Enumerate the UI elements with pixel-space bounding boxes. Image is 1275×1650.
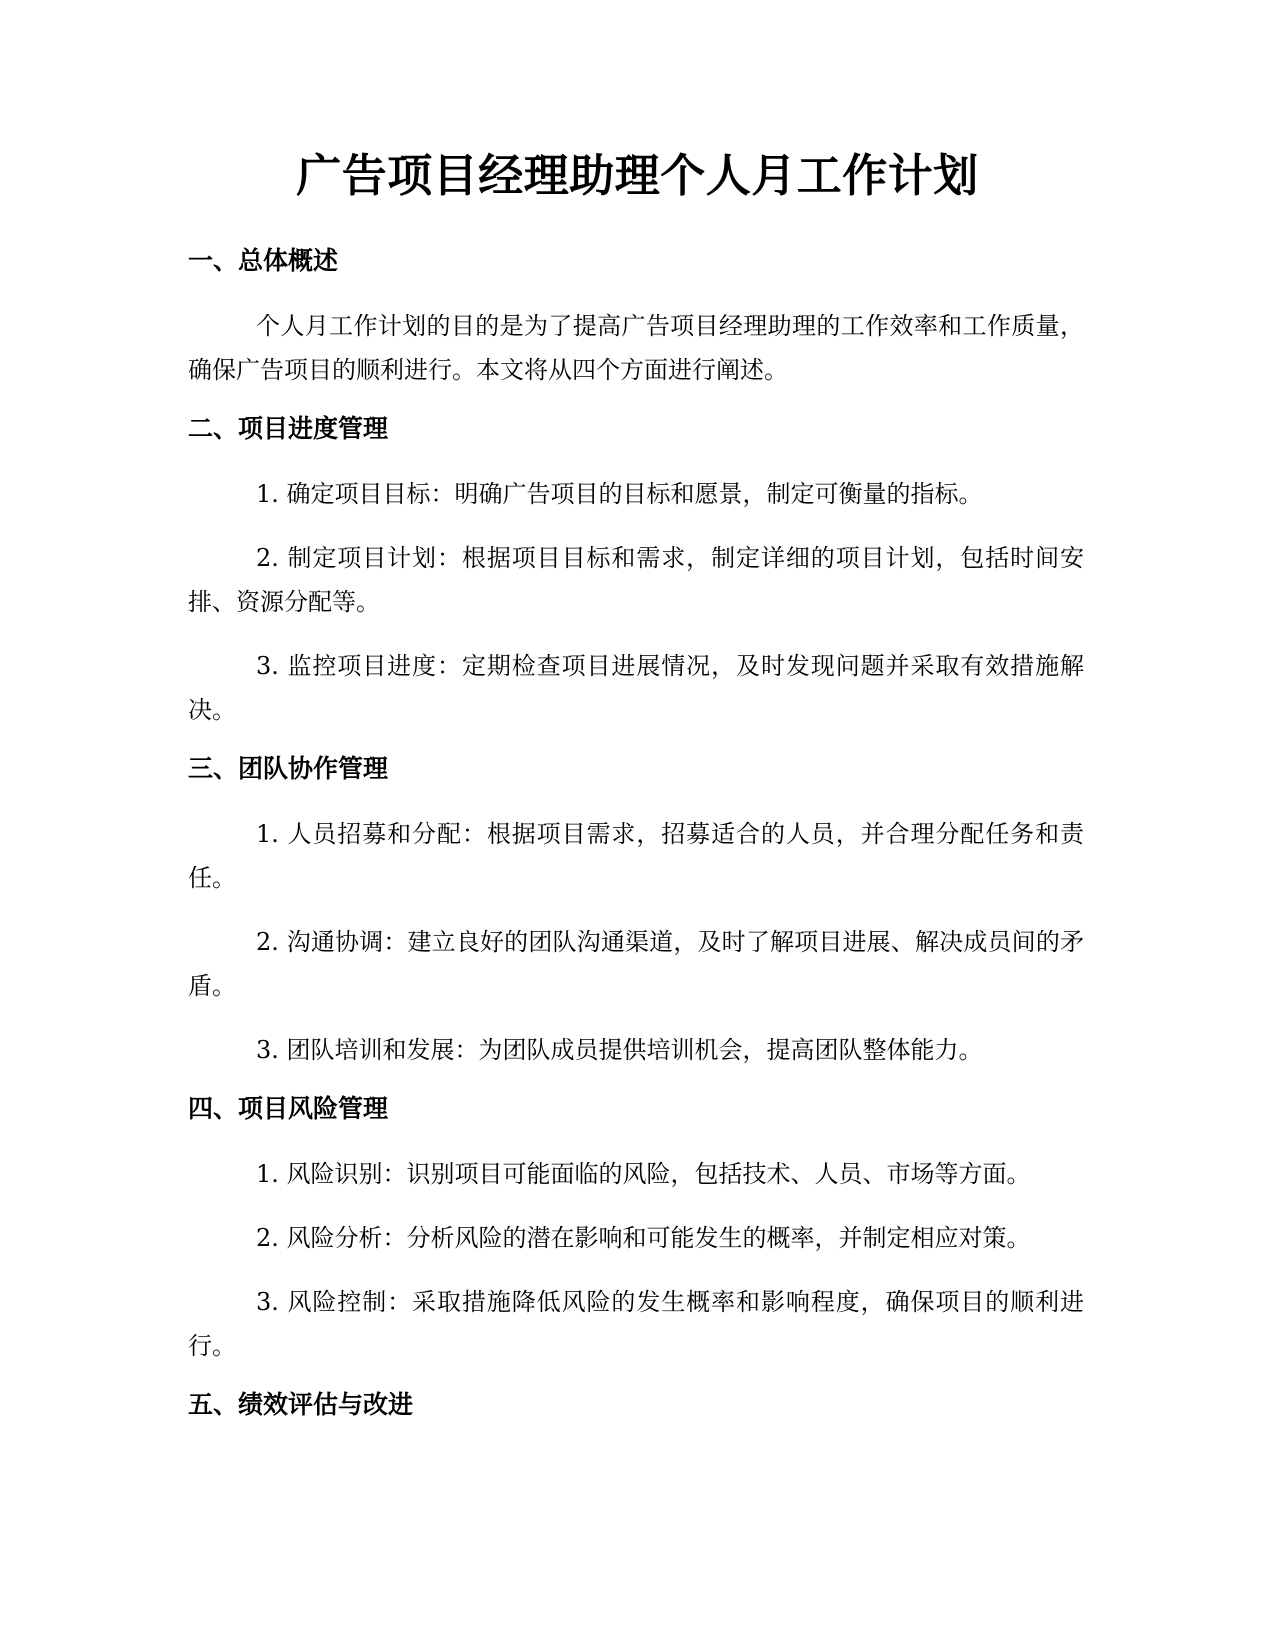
list-item: 2. 制定项目计划：根据项目目标和需求，制定详细的项目计划，包括时间安排、资源分配等。 [188, 544, 1084, 616]
list-item: 3. 风险控制：采取措施降低风险的发生概率和影响程度，确保项目的顺利进行。 [188, 1288, 1084, 1360]
section-heading: 二、项目进度管理 [188, 414, 389, 443]
section-heading: 四、项目风险管理 [188, 1094, 389, 1123]
list-item: 1. 人员招募和分配：根据项目需求，招募适合的人员，并合理分配任务和责任。 [188, 820, 1084, 892]
list-item: 2. 风险分析：分析风险的潜在影响和可能发生的概率，并制定相应对策。 [256, 1224, 1031, 1252]
list-item: 1. 风险识别：识别项目可能面临的风险，包括技术、人员、市场等方面。 [256, 1160, 1031, 1188]
section-heading: 三、团队协作管理 [188, 754, 389, 783]
list-item: 1. 确定项目目标：明确广告项目的目标和愿景，制定可衡量的指标。 [256, 480, 983, 508]
document-body [188, 244, 1084, 1448]
list-item: 2. 沟通协调：建立良好的团队沟通渠道，及时了解项目进展、解决成员间的矛盾。 [188, 928, 1084, 1000]
section-team-management [188, 752, 1084, 1072]
section-heading: 一、总体概述 [188, 246, 339, 275]
document-title: 广告项目经理助理个人月工作计划 [296, 149, 979, 202]
list-item: 3. 团队培训和发展：为团队成员提供培训机会，提高团队整体能力。 [256, 1036, 983, 1064]
section-performance-evaluation [188, 1388, 1084, 1422]
section-heading: 五、绩效评估与改进 [188, 1390, 414, 1419]
list-item: 3. 监控项目进度：定期检查项目进展情况，及时发现问题并采取有效措施解决。 [188, 652, 1084, 724]
paragraph: 个人月工作计划的目的是为了提高广告项目经理助理的工作效率和工作质量，确保广告项目的顺利进行。本文将从四个方面进行阐述。 [188, 312, 1084, 384]
section-progress-management [188, 412, 1084, 732]
section-risk-management [188, 1092, 1084, 1368]
section-overview [188, 244, 1084, 392]
